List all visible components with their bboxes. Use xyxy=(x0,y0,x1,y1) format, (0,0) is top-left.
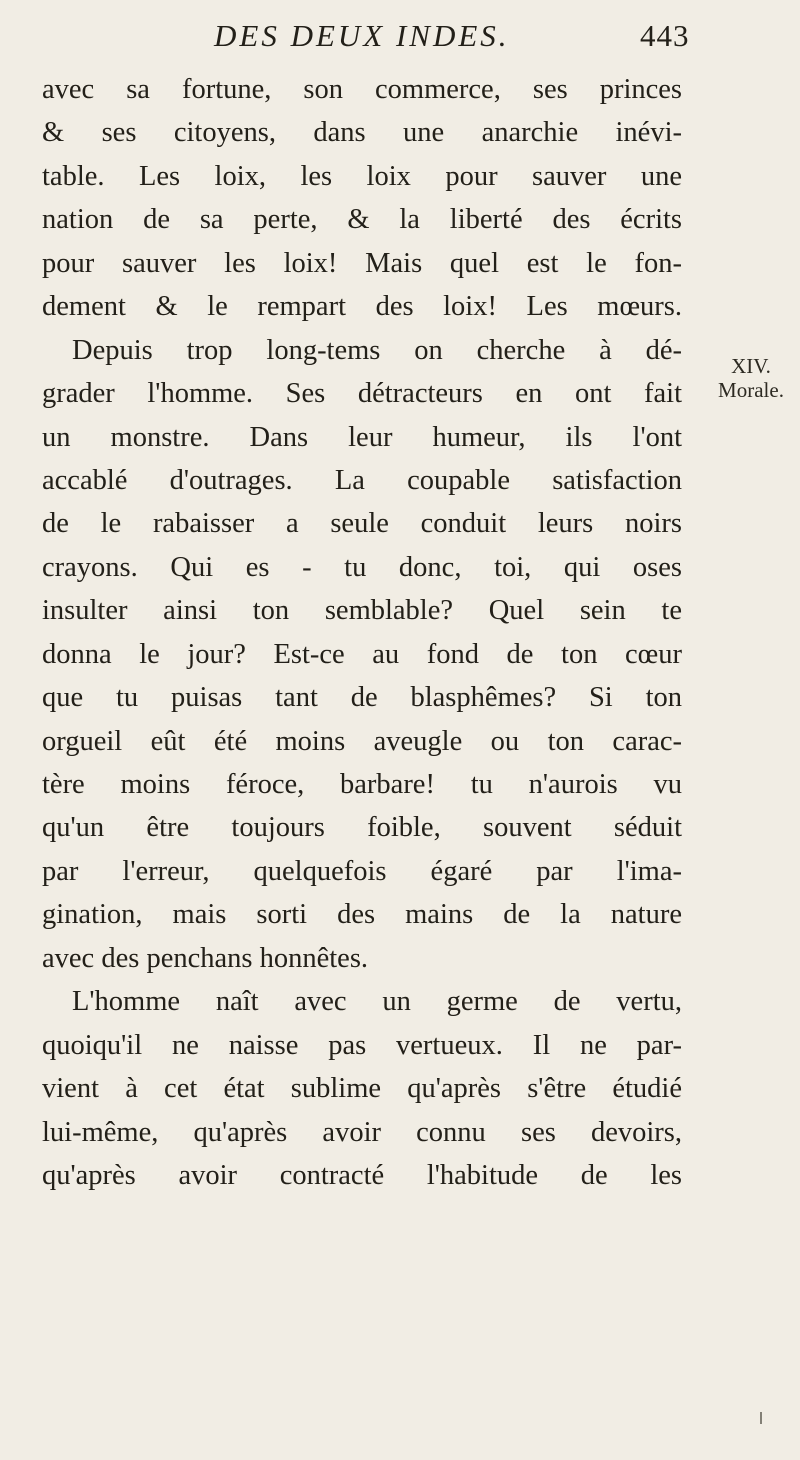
text-line: pour sauver les loix! Mais quel est le fon- xyxy=(42,247,682,279)
margin-note-label: Morale. xyxy=(718,378,784,402)
text-line: un monstre. Dans leur humeur, ils l'ont xyxy=(42,421,682,453)
text-line: insulter ainsi ton semblable? Quel sein te xyxy=(42,595,682,627)
text-line: lui-même, qu'après avoir connu ses devoirs, xyxy=(42,1116,682,1148)
text-line: que tu puisas tant de blasphêmes? Si ton xyxy=(42,682,682,714)
text-line: avec sa fortune, son commerce, ses princes xyxy=(42,74,682,105)
text-line: & ses citoyens, dans une anarchie inévi- xyxy=(42,117,682,149)
text-line: orgueil eût été moins aveugle ou ton carac- xyxy=(42,725,682,757)
text-line: qu'un être toujours foible, souvent séduit xyxy=(42,812,682,844)
text-line: vient à cet état sublime qu'après s'être étudié xyxy=(42,1073,682,1105)
text-line: de le rabaisser a seule conduit leurs noirs xyxy=(42,508,682,540)
paragraph-end-line: avec des penchans honnêtes. xyxy=(42,942,369,974)
text-line: gination, mais sorti des mains de la nature xyxy=(42,899,682,931)
margin-note-number: XIV. xyxy=(731,354,771,378)
ink-speck xyxy=(760,1412,762,1424)
text-line: qu'après avoir contracté l'habitude de les xyxy=(42,1159,682,1191)
text-line: donna le jour? Est-ce au fond de ton cœur xyxy=(42,638,682,670)
text-line: crayons. Qui es - tu donc, toi, qui oses xyxy=(42,551,682,583)
text-line: par l'erreur, quelquefois égaré par l'ima- xyxy=(42,855,682,887)
text-line: grader l'homme. Ses détracteurs en ont fait xyxy=(42,378,682,410)
paragraph-start-line: L'homme naît avec un germe de vertu, xyxy=(72,986,682,1018)
text-line: table. Les loix, les loix pour sauver une xyxy=(42,160,682,192)
page-number: 443 xyxy=(640,18,690,53)
running-head: DES DEUX INDES. xyxy=(214,18,510,53)
text-line: nation de sa perte, & la liberté des écrits xyxy=(42,204,682,236)
paragraph-start-line: Depuis trop long-tems on cherche à dé- xyxy=(72,334,682,366)
text-line: accablé d'outrages. La coupable satisfaction xyxy=(42,464,682,496)
text-line: dement & le rempart des loix! Les mœurs. xyxy=(42,291,682,323)
margin-note xyxy=(706,354,796,402)
text-line: quoiqu'il ne naisse pas vertueux. Il ne par- xyxy=(42,1029,682,1061)
text-line: tère moins féroce, barbare! tu n'aurois vu xyxy=(42,769,682,800)
body-text xyxy=(42,68,682,1197)
